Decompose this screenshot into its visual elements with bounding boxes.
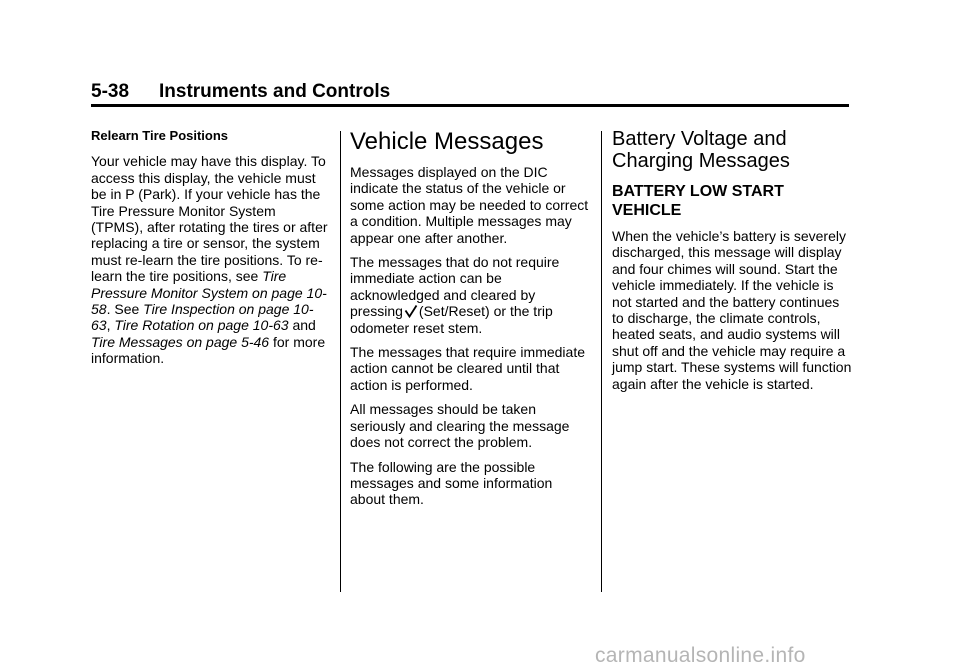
battery-voltage-heading: Battery Voltage and Charging Messages bbox=[612, 128, 790, 172]
battery-low-subheading: BATTERY LOW START VEHICLE bbox=[612, 183, 784, 219]
vehicle-messages-paragraph-4: All messages should be taken seriously and clearing the message does not correct the problem. bbox=[350, 401, 570, 451]
column-3 bbox=[612, 128, 852, 400]
text-run: (Set/Reset) or the trip odometer reset stem. bbox=[350, 303, 553, 336]
column-1 bbox=[91, 128, 331, 375]
header-rule bbox=[91, 104, 849, 107]
text-run: The messages that do not require immediate action can be acknowledged and cleared by pressing bbox=[350, 254, 560, 320]
xref-tire-inspection[interactable]: Tire Inspection on page 10-63 bbox=[91, 301, 314, 334]
section-title: Instruments and Controls bbox=[159, 81, 391, 102]
text-run: . See bbox=[106, 301, 144, 318]
text-run: and bbox=[288, 317, 316, 334]
battery-low-paragraph: When the vehicle’s battery is severely discharged, this message will display and four chimes will sound. Start the vehicle immediately. If the vehicle is not started and the battery continues to discharge, the climate controls, heated seats, and audio systems will shut off and the vehicle may require a jump start. These systems will function again after the vehicle is started. bbox=[612, 228, 852, 392]
page-header bbox=[91, 80, 851, 104]
text-run: Your vehicle may have this display. To access this display, the vehicle must be in P (Park). If your vehicle has the Tire Pressure Monitor System (TPMS), after rotating the tires or after replacing a tire or sensor, the system must re-learn the tire positions. To re-learn the tire positions, see bbox=[91, 153, 328, 285]
xref-tire-rotation[interactable]: Tire Rotation on page 10-63 bbox=[114, 317, 289, 334]
vehicle-messages-paragraph-3: The messages that require immediate action cannot be cleared until that action is performed. bbox=[350, 344, 585, 393]
vehicle-messages-paragraph-2 bbox=[350, 254, 590, 336]
column-divider-right bbox=[601, 131, 602, 592]
watermark: carmanualsonline.info bbox=[595, 644, 806, 667]
xref-tpms[interactable]: Tire Pressure Monitor System on page 10-58 bbox=[91, 268, 327, 318]
relearn-tire-positions-subhead: Relearn Tire Positions bbox=[91, 128, 229, 143]
vehicle-messages-paragraph-5: The following are the possible messages and some information about them. bbox=[350, 458, 553, 508]
page-number: 5-38 bbox=[91, 81, 130, 102]
vehicle-messages-paragraph-1: Messages displayed on the DIC indicate the status of the vehicle or some action may be needed to correct a condition. Multiple messages may appear one after another. bbox=[350, 164, 589, 246]
vehicle-messages-heading: Vehicle Messages bbox=[350, 128, 544, 155]
xref-tire-messages[interactable]: Tire Messages on page 5-46 bbox=[91, 333, 270, 350]
column-divider-left bbox=[340, 131, 341, 592]
column-2 bbox=[350, 128, 590, 516]
relearn-tire-positions-paragraph bbox=[91, 153, 331, 366]
text-run: , bbox=[106, 317, 115, 334]
text-run: for more information. bbox=[91, 333, 326, 367]
checkmark-icon bbox=[404, 304, 418, 318]
